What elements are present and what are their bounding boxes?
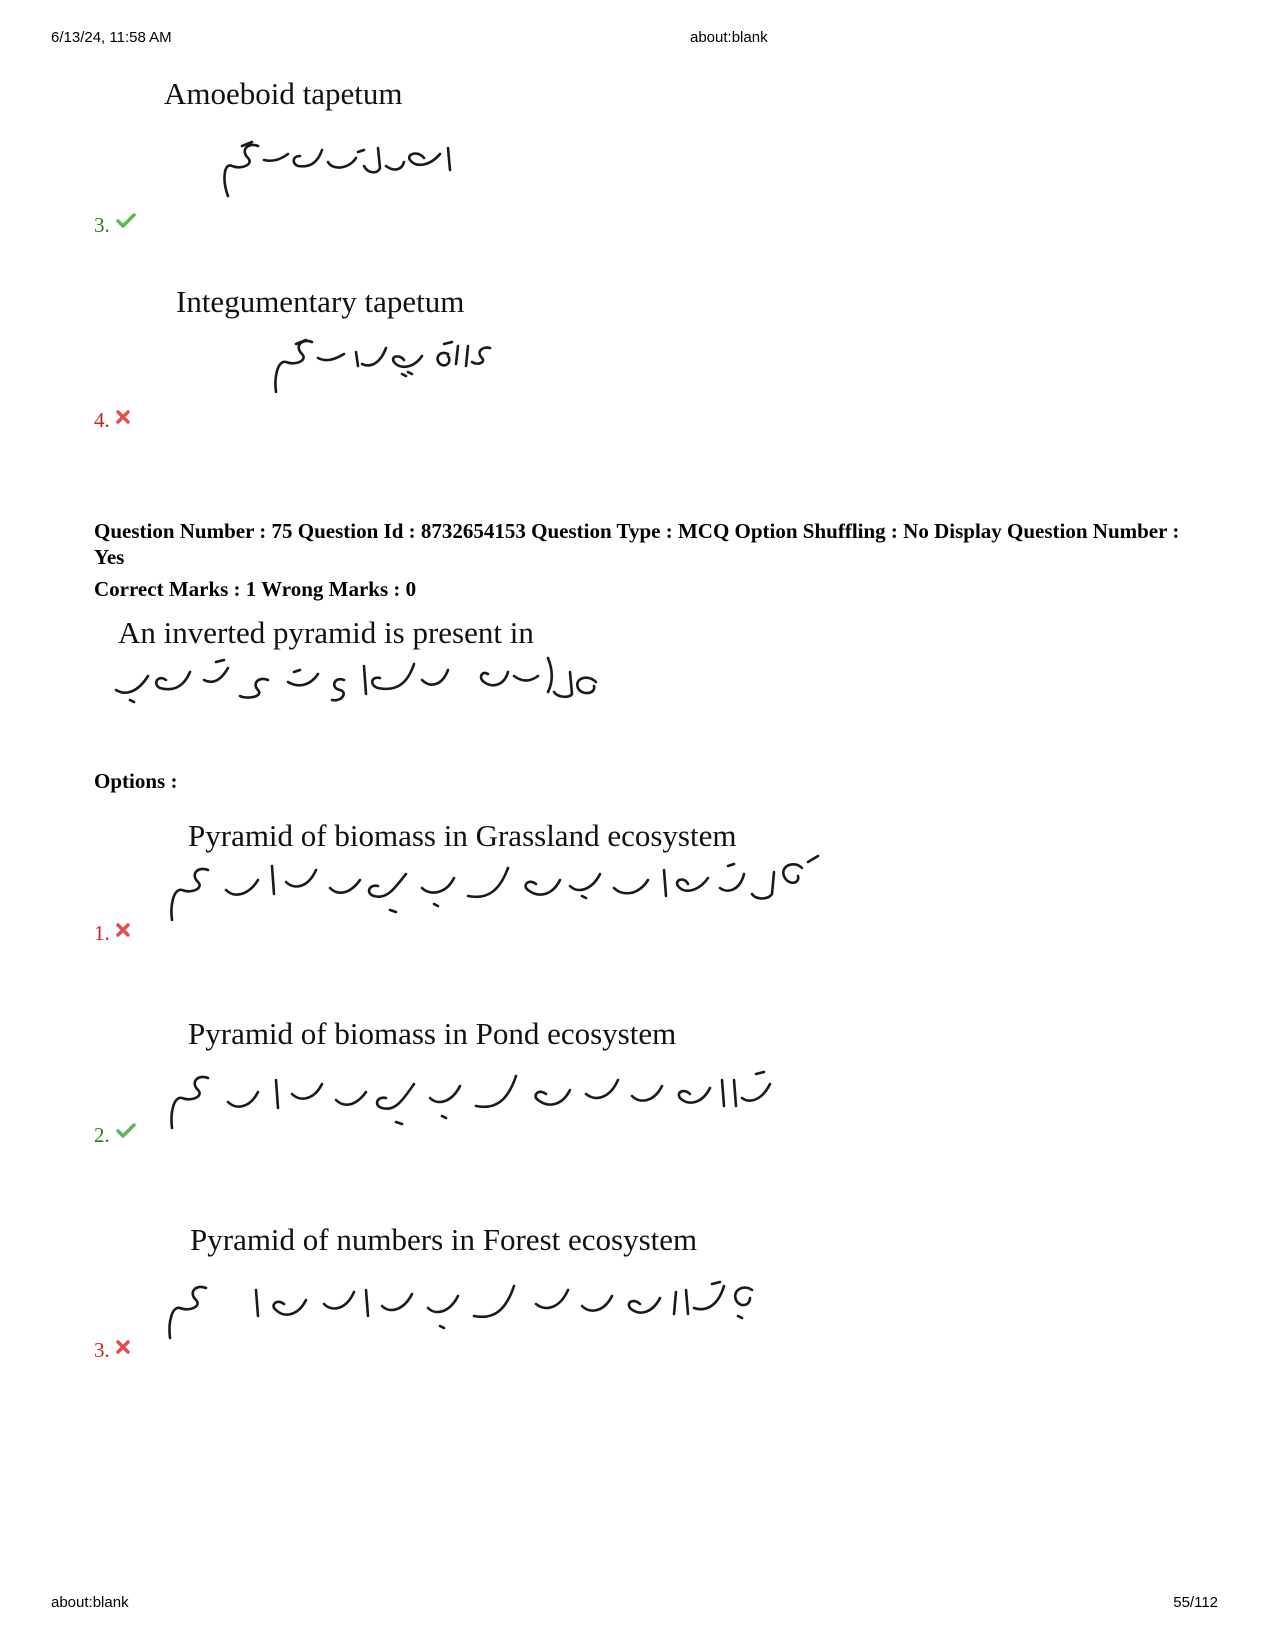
question-text-urdu-handwriting [108, 652, 608, 732]
prev-option-3-number [94, 210, 136, 238]
prev-option-4-number [94, 405, 130, 433]
option-3-english: Pyramid of numbers in Forest ecosystem [190, 1222, 698, 1257]
option-2-number-text: 2. [94, 1123, 110, 1147]
prev-option-4-english: Integumentary tapetum [176, 284, 465, 319]
options-label: Options : [94, 769, 178, 793]
option-2-english: Pyramid of biomass in Pond ecosystem [188, 1016, 677, 1051]
cross-icon [116, 918, 130, 943]
question-meta: Question Number : 75 Question Id : 8732654153 Question Type : MCQ Option Shuffling : No Display Question Number : Yes [94, 519, 1180, 569]
option-1-urdu-handwriting [168, 860, 818, 945]
option-1-number-text: 1. [94, 921, 110, 945]
question-marks: Correct Marks : 1 Wrong Marks : 0 [94, 577, 417, 601]
cross-icon [116, 405, 130, 430]
cross-icon [116, 1335, 130, 1360]
option-2-number [94, 1120, 136, 1148]
prev-option-3-number-text: 3. [94, 213, 110, 237]
print-url: about:blank [690, 29, 768, 46]
prev-option-4-number-text: 4. [94, 408, 110, 432]
option-3-urdu-handwriting [166, 1280, 766, 1370]
option-1-english: Pyramid of biomass in Grassland ecosystem [188, 818, 737, 853]
option-1-number [94, 918, 130, 946]
footer-page-number: 55/112 [1173, 1594, 1218, 1611]
check-icon [116, 210, 136, 235]
option-3-number-text: 3. [94, 1338, 110, 1362]
prev-option-4-urdu-handwriting [272, 338, 502, 408]
question-text-english: An inverted pyramid is present in [118, 615, 534, 650]
prev-option-3-urdu-handwriting [218, 140, 458, 210]
option-2-urdu-handwriting [166, 1070, 786, 1160]
footer-url: about:blank [51, 1594, 129, 1611]
prev-option-3-english: Amoeboid tapetum [164, 76, 403, 111]
option-3-number [94, 1335, 130, 1363]
check-icon [116, 1120, 136, 1145]
print-datetime: 6/13/24, 11:58 AM [51, 29, 172, 46]
